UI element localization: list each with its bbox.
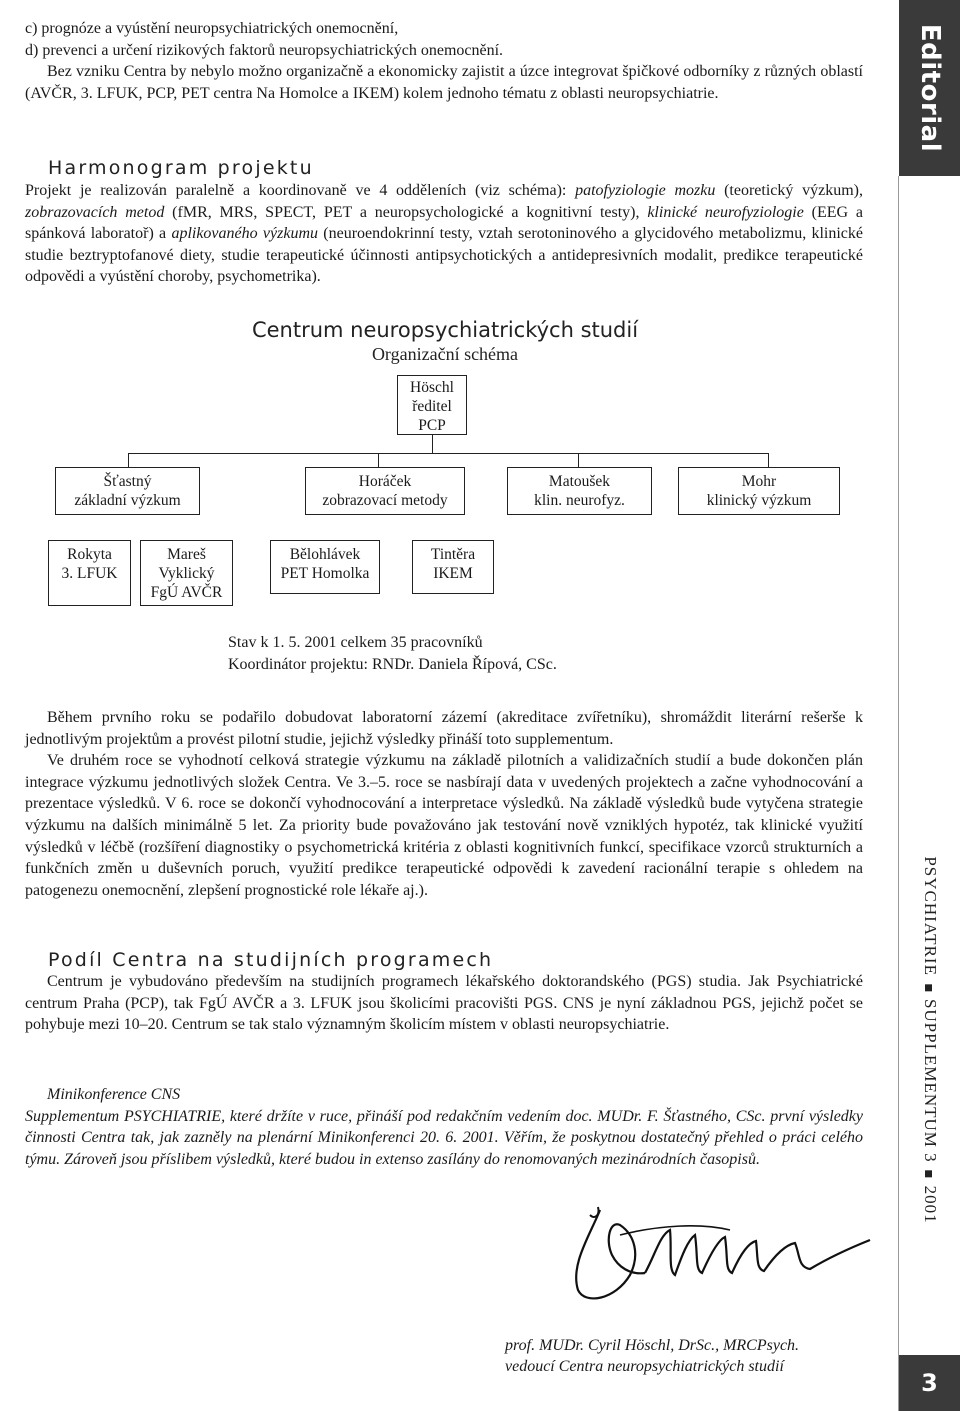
supplement-label: SUPPLEMENTUM 3 — [921, 998, 940, 1163]
division-3-name: Matoušek — [548, 473, 611, 490]
harm-t1: Projekt je realizován paralelně a koordinovaně ve 4 odděleních (viz schéma): — [25, 182, 576, 199]
division-4-name: Mohr — [741, 473, 777, 490]
partner-3-name: Bělohlávek — [289, 546, 361, 563]
harm-i1: patofyziologie mozku — [575, 182, 716, 199]
intro-block — [25, 18, 863, 104]
division-2-label: zobrazovací metody — [322, 492, 448, 509]
intro-line-c: c) prognóze a vyústění neuropsychiatrických onemocnění, — [25, 20, 399, 37]
org-chart-title: Centrum neuropsychiatrických studií — [251, 318, 639, 342]
partner-box-1 — [48, 540, 131, 606]
podil-heading: Podíl Centra na studijních programech — [48, 949, 494, 971]
director-role: ředitel — [412, 398, 452, 415]
journal-name: PSYCHIATRIE — [921, 856, 940, 976]
partner-box-4 — [412, 540, 494, 594]
separator-square-icon — [925, 1171, 932, 1178]
harm-t2: (teoretický výzkum), — [715, 182, 864, 199]
minikonference-block — [25, 1084, 863, 1170]
connector-horizontal — [128, 453, 769, 454]
signatory-role: vedoucí Centra neuropsychiatrických studií — [505, 1358, 784, 1375]
harm-i4: aplikovaného výzkumu — [171, 225, 318, 243]
harm-i2: zobrazovacích metod — [25, 203, 165, 221]
podil-paragraph: Centrum je vybudováno především na studijních programech lékařského doktorandského (PGS) studia. Jak Psychiatrické centrum Praha (PCP), tak FgÚ AVČR a 3. LFUK jsou školicími pracovišti PGS. CNS je nyní základnou PGS, jejichž počet se pohybuje mezi 10–20. Centrum se tak stalo významným školicím místem v oblasti neuropsychiatrie. — [25, 973, 863, 1034]
director-box — [397, 375, 467, 435]
division-2-name: Horáček — [358, 473, 412, 490]
connector-div-3 — [578, 453, 579, 468]
harm-t5: (neuroendokrinní testy, vztah serotoninového a glycidového metabolizmu, klinické studie beztryptofanové diety, studie terapeutické účinnosti antipsychotických a antidepresivních modalit, predikce terapeutické odpovědi a vyústění choroby, psychometrika). — [25, 225, 864, 286]
staff-count: Stav k 1. 5. 2001 celkem 35 pracovníků — [228, 634, 483, 651]
partner-box-2 — [140, 540, 233, 606]
division-box-3 — [507, 467, 652, 515]
journal-label — [920, 856, 940, 1223]
division-box-4 — [678, 467, 840, 515]
division-1-name: Šťastný — [103, 473, 152, 490]
harm-t3: (fMR, MRS, SPECT, PET a neuropsychologické a kognitivní testy), — [164, 203, 648, 221]
connector-director — [432, 435, 433, 454]
intro-line-d: d) prevenci a určení rizikových faktorů neuropsychiatrických onemocnění. — [25, 41, 504, 59]
body-paragraph-2: Ve druhém roce se vyhodnotí celková strategie výzkumu na základě pilotních a validizačních studií a bude dokončen plán integrace výzkumu jednotlivých složek Centra. Ve 3.–5. roce se nasbírají data v uvedených projektech a začne vyhodnocování a prezentace výsledků. V 6. roce se dokončí vyhodnocování a interpretace výsledků. Na základě výsledků bude vytyčena strategie výzkumu na dalších minimálně 5 let. Za priority bude považováno jak testování nově vzniklých hypotéz, tak klinické využití výsledků v léčbě (rozšíření diagnostiky o psychometrická kritéria z oblasti kognitivních funkcí, specifikace vzorců strukturních a funkčních změn u duševních poruch, využití predikce terapeutické odpovědi k zavedení racionální terapie s ohledem na patogenezu onemocnění, zlepšení prognostické role lékaře aj.). — [25, 752, 863, 899]
body-block — [25, 707, 863, 901]
partner-1-name: Rokyta — [67, 546, 112, 563]
division-box-2 — [305, 467, 465, 515]
director-name: Höschl — [410, 379, 454, 396]
minikonference-text: Supplementum PSYCHIATRIE, které držíte v ruce, přináší pod redakčním vedením doc. MUDr. F. Šťastného, CSc. první výsledky činnosti Centra tak, jak zazněly na plenární Minikonferenci 20. 6. 2001. Věřím, že poskytnou dostatečný přehled o práci celého týmu. Zároveň jsou příslibem výsledků, které budou in extenso zasílány do renomovaných mezinárodních časopisů. — [25, 1107, 863, 1168]
partner-box-3 — [270, 540, 380, 594]
division-box-1 — [55, 467, 200, 515]
division-3-label: klin. neurofyz. — [534, 492, 625, 509]
org-chart-subtitle: Organizační schéma — [371, 344, 519, 364]
harm-i3: klinické neurofyziologie — [647, 203, 804, 221]
division-1-label: základní výzkum — [74, 492, 181, 509]
journal-year: 2001 — [921, 1185, 940, 1224]
podil-block — [25, 971, 863, 1036]
intro-paragraph: Bez vzniku Centra by nebylo možno organizačně a ekonomicky zajistit a úzce integrovat špičkové odborníky z různých oblastí (AVČR, 3. LFUK, PCP, PET centra Na Homolce a IKEM) kolem jednoho tématu z oblasti neuropsychiatrie. — [25, 63, 863, 102]
connector-div-1 — [128, 453, 129, 468]
harmonogram-heading: Harmonogram projektu — [48, 157, 314, 179]
signature-caption — [505, 1335, 865, 1377]
connector-div-4 — [768, 453, 769, 468]
section-label: Editorial — [915, 23, 945, 153]
partner-2-name: Mareš — [167, 546, 206, 563]
partner-4-name: Tintěra — [430, 546, 476, 563]
partner-4-org: IKEM — [433, 565, 473, 582]
handwritten-signature — [560, 1195, 890, 1315]
org-status — [228, 632, 557, 675]
signatory-name: prof. MUDr. Cyril Höschl, DrSc., MRCPsych. — [505, 1337, 800, 1354]
sidebar-rule — [898, 176, 899, 1411]
partner-2-name-2: Vyklický — [158, 565, 215, 582]
partner-2-org: FgÚ AVČR — [150, 584, 223, 601]
body-paragraph-1: Během prvního roku se podařilo dobudovat laboratorní zázemí (akreditace zvířetníku), shromáždit literární rešerše k jednotlivým projektům a provést pilotní studie, jejichž výsledky přináší toto supplementum. — [25, 709, 863, 748]
separator-square-icon — [925, 984, 932, 991]
partner-3-org: PET Homolka — [280, 565, 370, 582]
minikonference-title: Minikonference CNS — [47, 1086, 181, 1103]
harmonogram-text — [25, 180, 863, 288]
page-number: 3 — [899, 1355, 960, 1411]
harmonogram-paragraph — [25, 180, 863, 288]
harm-t4: (EEG a spánková laboratoř) a — [25, 203, 864, 243]
partner-1-org: 3. LFUK — [61, 565, 118, 582]
coordinator: Koordinátor projektu: RNDr. Daniela Řípová, CSc. — [228, 655, 557, 673]
division-4-label: klinický výzkum — [706, 492, 812, 509]
connector-div-2 — [378, 453, 379, 468]
director-org: PCP — [418, 417, 446, 434]
